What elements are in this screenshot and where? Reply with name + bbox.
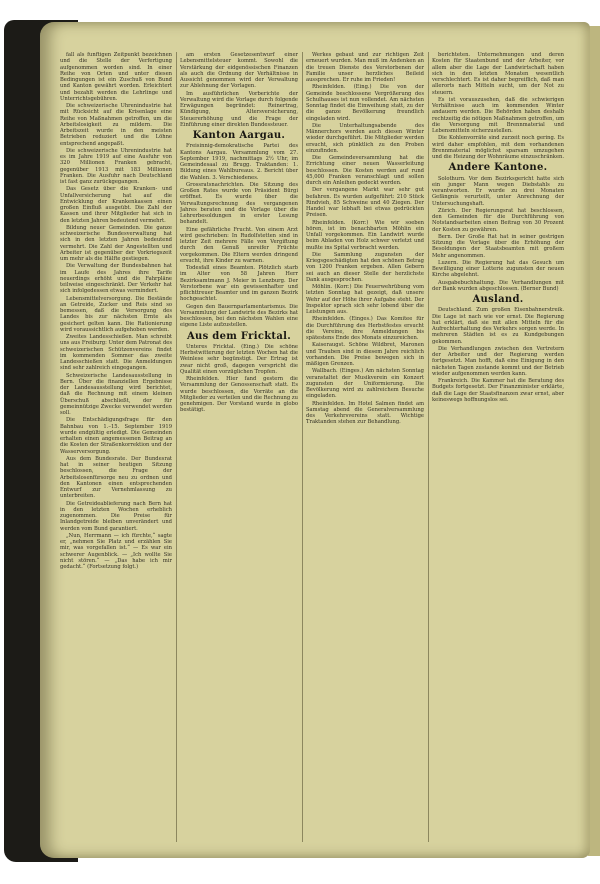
article-paragraph: Todesfall eines Beamten. Plötzlich starb im Alter von 58 Jahren Herr Bezirksamtmann J. Meier in Lenzburg. Der Verstorbene war ein gewissenhafter und pflichttreuer Beamter und im ganzen Bezirk hochgeachtet. xyxy=(180,265,298,303)
column-2 xyxy=(180,52,298,847)
article-paragraph: Bildung neuer Gemeinden. Die ganze schweizerische Bundesverwaltung hat sich in den letzten Jahren bedeutend vermehrt. Die Zahl der Angestellten und Arbeiter ist gegenüber der Vorkriegszeit um mehr als die Hälfte gestiegen. xyxy=(60,224,172,262)
article-paragraph: Rheinfelden. (Korr.) Wie wir soeben hören, ist im benachbarten Möhlin ein Unfall vorgekommen. Ein Landwirt wurde beim Abladen von Holz schwer verletzt und mußte ins Spital verbracht werden. xyxy=(306,219,424,251)
article-paragraph: Grossratsnachrichten. Die Sitzung des Großen Rates wurde von Präsident Bürgi eröffnet. Es wurde über die Verwaltungsrechnung des vergangenen Jahres beraten und die Vorlage über die Lehrerbesoldungen in erster Lesung behandelt. xyxy=(180,181,298,226)
article-paragraph: Rheinfelden. Hier fand gestern die Versammlung der Genossenschaft statt. Es wurde beschlossen, die Vorräte an die Mitglieder zu verteilen und die Rechnung zu genehmigen. Der Vorstand wurde in globo bestätigt. xyxy=(180,376,298,414)
article-paragraph: Werkes gebaut und zur richtigen Zeit erneuert wurden. Man muß im Andenken an die treuen Dienste des Verstorbenen der Familie unser herzliches Beileid aussprechen. Er ruhe im Frieden! xyxy=(306,52,424,83)
article-paragraph: Rheinfelden. (Eing.) Die von der Gemeinde beschlossene Vergrößerung des Schulhauses ist nun vollendet. Am nächsten Sonntag findet die Einweihung statt, zu der die ganze Bevölkerung freundlich eingeladen wird. xyxy=(306,84,424,122)
article-paragraph: Im ausführlichen Vorberichte der Verwaltung wird die Vorlage durch folgende Erwägungen begründet: Reinertrag, Kündigung, Altersversicherung, Steuererhöhung und die Frage der Einführung einer direkten Bundessteuer. xyxy=(180,90,298,128)
article-paragraph: Gegen den Bauernparlamentarismus. Die Versammlung der Landwirte des Bezirks hat beschlossen, bei den nächsten Wahlen eine eigene Liste aufzustellen. xyxy=(180,303,298,329)
newspaper-page xyxy=(40,22,590,858)
section-heading: Aus dem Fricktal. xyxy=(186,330,292,342)
article-paragraph: Kaiseraugst. Schöne Wildbret, Maronen und Trauben sind in diesem Jahre reichlich vorhanden. Die Preise bewegen sich in mäßigen Grenzen. xyxy=(306,342,424,367)
column-rule xyxy=(302,52,303,842)
article-paragraph: Schweizerische Landesausstellung in Bern. Über die finanziellen Ergebnisse der Landesausstellung wird berichtet, daß die Rechnung mit einem kleinen Überschuß abschließt, der für gemeinnützige Zwecke verwendet werden soll. xyxy=(60,372,172,416)
article-paragraph: Die schweizerische Uhrenindustrie hat es im Jahre 1919 auf eine Ausfuhr von 320 Millionen Franken gebracht, gegenüber 1913 mit 183 Millionen Franken. Die Ausfuhr nach Deutschland ist fast ganz zurückgegangen. xyxy=(60,147,172,185)
column-1 xyxy=(60,52,172,847)
article-paragraph: Es ist vorauszusehen, daß die schwierigen Verhältnisse auch im kommenden Winter andauern werden. Die Behörden haben deshalb rechtzeitig die nötigen Maßnahmen getroffen, um die Versorgung mit Brennmaterial und Lebensmitteln sicherzustellen. xyxy=(432,96,564,134)
article-paragraph: Das Gesetz über die Kranken- und Unfallversicherung hat auf die Entwicklung der Krankenkassen einen großen Einfluß ausgeübt. Die Zahl der Kassen und ihrer Mitglieder hat sich in den letzten Jahren bedeutend vermehrt. xyxy=(60,186,172,224)
article-paragraph: Unteres Fricktal. (Eing.) Die schöne Herbstwitterung der letzten Wochen hat die Weinlese sehr begünstigt. Der Ertrag ist zwar nicht groß, dagegen verspricht die Qualität einen vorzüglichen Tropfen. xyxy=(180,343,298,375)
article-paragraph: Bern. Der Große Rat hat in seiner gestrigen Sitzung die Vorlage über die Erhöhung der Besoldungen der Staatsbeamten mit großem Mehr angenommen. xyxy=(432,233,564,259)
article-paragraph: Deutschland. Zum großen Eisenbahnerstreik. Die Lage ist nach wie vor ernst. Die Regierung hat erklärt, daß sie mit allen Mitteln für die Aufrechterhaltung des Verkehrs sorgen werde. In mehreren Städten ist es zu Kundgebungen gekommen. xyxy=(432,307,564,345)
article-paragraph: Die Verwaltung der Bundesbahnen hat im Laufe des Jahres ihre Tarife neuerdings erhöht und die Fahrpläne teilweise eingeschränkt. Der Verkehr hat sich infolgedessen etwas vermindert. xyxy=(60,263,172,295)
column-3 xyxy=(306,52,424,847)
article-paragraph: Die Entschädigungsfrage für den Bahnbau von 1.–15. September 1919 wurde endgültig erledigt. Die Gemeinden erhalten einen angemessenen Beitrag an die Kosten der Straßenkorrektion und der Wasserversorgung. xyxy=(60,417,172,455)
article-paragraph: Der vergangene Markt war sehr gut befahren. Es wurden aufgeführt: 210 Stück Rindvieh, 85 Schweine und 40 Ziegen. Der Handel war lebhaft bei etwas gedrückten Preisen. xyxy=(306,187,424,219)
column-rule xyxy=(176,52,177,842)
article-paragraph: Solothurn. Vor dem Bezirksgericht hatte sich ein junger Mann wegen Diebstahls zu verantworten. Er wurde zu drei Monaten Gefängnis verurteilt, unter Anrechnung der Untersuchungshaft. xyxy=(432,175,564,207)
article-paragraph: „Nun, Herrmann — ich fürchte,“ sagte er, „nehmen Sie Platz und erzählen Sie mir, was vorgefallen ist.“ — Es war ein schwerer Augenblick. — „Ich wollte Sie nicht stören.“ — „Das habe ich mir gedacht.“ (Fortsetzung folgt.) xyxy=(60,532,172,570)
article-paragraph: Die Getreideablieferung nach Bern hat in den letzten Wochen erheblich zugenommen. Die Preise für Inlandgetreide bleiben unverändert und werden vom Bund garantiert. xyxy=(60,500,172,532)
article-paragraph: Freisinnig-demokratische Partei des Kantons Aargau. Versammlung vom 27. September 1919, nachmittags 2½ Uhr, im Gemeindesaal zu Brugg. Traktanden: 1. Bildung eines Wahlbureaus. 2. Bericht über die Wahlen. 3. Verschiedenes. xyxy=(180,143,298,181)
article-paragraph: fall als funftigen Zeitpunkt bezeichnen und die Stelle der Verfertigung aufgenommen worden sind. In einer Reihe von Orten und unter diesen Bedingungen ist ein Zuschuß von Bund und Kanton gewährt worden. Erleichtert und bezahlt werden die Lehrlinge und Unterrichtsgebühren. xyxy=(60,52,172,102)
article-paragraph: Aus dem Bundesrate. Der Bundesrat hat in seiner heutigen Sitzung beschlossen, die Frage der Arbeitslosenfürsorge neu zu ordnen und den Kantonen einen entsprechenden Entwurf zur Vernehmlassung zu unterbreiten. xyxy=(60,455,172,500)
section-heading: Ausland. xyxy=(472,294,524,305)
column-rule xyxy=(428,52,429,842)
column-4 xyxy=(432,52,564,847)
article-paragraph: am ersten Gesetzesentwurf einer Lebensmittelsteuer kommt. Sowohl die Verstärkung der eidgenössischen Finanzen als auch die Ordnung der Verhältnisse in Aussicht genommen wird der Verwaltung zur Ablehnung der Vorlagen. xyxy=(180,52,298,90)
article-paragraph: Möhlin. (Korr.) Die Feuerwehrübung vom letzten Sonntag hat gezeigt, daß unsere Wehr auf der Höhe ihrer Aufgabe steht. Der Inspektor sprach sich sehr lobend über die Leistungen aus. xyxy=(306,284,424,315)
article-paragraph: Lebensmittelversorgung. Die Bestände an Getreide, Zucker und Reis sind so bemessen, daß die Versorgung des Landes bis zur nächsten Ernte als gesichert gelten kann. Die Rationierung wird voraussichtlich aufgehoben werden. xyxy=(60,295,172,333)
article-paragraph: Zürich. Der Regierungsrat hat beschlossen, den Gemeinden für die Durchführung von Notstandsarbeiten einen Beitrag von 30 Prozent der Kosten zu gewähren. xyxy=(432,207,564,233)
article-paragraph: Frankreich. Die Kammer hat die Beratung des Budgets fortgesetzt. Der Finanzminister erklärte, daß die Lage der Staatsfinanzen zwar ernst, aber keineswegs hoffnungslos sei. xyxy=(432,378,564,403)
article-paragraph: Die Kohlenvorräte sind zurzeit noch gering. Es wird daher empfohlen, mit dem vorhandenen Brennmaterial möglichst sparsam umzugehen und die Heizung der Wohnräume einzuschränken. xyxy=(432,135,564,160)
article-paragraph: Ausgabebuchhaltung. Die Verhandlungen mit der Bank wurden abgeschlossen. (Berner Bund) xyxy=(432,279,564,292)
article-paragraph: Die Unterhaltungsabende des Männerchors werden auch diesen Winter wieder durchgeführt. Die Mitglieder werden ersucht, sich pünktlich zu den Proben einzufinden. xyxy=(306,122,424,154)
article-paragraph: Die schweizerische Uhrenindustrie hat mit Rücksicht auf die Krisenlage eine Reihe von Maßnahmen getroffen, um die Arbeitslosigkeit zu mildern. Die Arbeitszeit wurde in den meisten Betrieben reduziert und die Löhne entsprechend angepaßt. xyxy=(60,103,172,147)
article-paragraph: Luzern. Die Regierung hat das Gesuch um Bewilligung einer Lotterie zugunsten der neuen Kirche abgelehnt. xyxy=(432,259,564,279)
section-heading: Kanton Aargau. xyxy=(192,130,286,141)
article-paragraph: Wallbach. (Einges.) Am nächsten Sonntag veranstaltet der Musikverein ein Konzert zugunsten der Uniformierung. Die Bevölkerung wird zu zahlreichem Besuche eingeladen. xyxy=(306,368,424,400)
article-paragraph: Rheinfelden. (Einges.) Das Komitee für die Durchführung des Herbstfestes ersucht die Vereine, ihre Anmeldungen bis spätestens Ende des Monats einzureichen. xyxy=(306,316,424,341)
article-paragraph: Eine gefährliche Frucht. Von einem Arzt wird geschrieben: In Rudolfstetten sind in letzter Zeit mehrere Fälle von Vergiftung durch den Genuß unreifer Früchte vorgekommen. Die Eltern werden dringend ersucht, ihre Kinder zu warnen. xyxy=(180,226,298,264)
section-heading: Andere Kantone. xyxy=(448,162,548,174)
article-paragraph: Die Gemeindeversammlung hat die Errichtung einer neuen Wasserleitung beschlossen. Die Kosten werden auf rund 45,000 Franken veranschlagt und sollen durch ein Anleihen gedeckt werden. xyxy=(306,155,424,186)
article-paragraph: Die Sammlung zugunsten der Kriegsgeschädigten hat den schönen Betrag von 1200 Franken ergeben. Allen Gebern sei auch an dieser Stelle der herzlichste Dank ausgesprochen. xyxy=(306,251,424,283)
article-paragraph: Rheinfelden. Im Hotel Salmen findet am Samstag abend die Generalversammlung des Verkehrsvereins statt. Wichtige Traktanden stehen zur Behandlung. xyxy=(306,400,424,426)
article-paragraph: Zweites Landesschießen. Man schreibt uns aus Freiburg: Unter dem Patronat des schweizerischen Schützenvereins findet im kommenden Sommer das zweite Landesschießen statt. Die Anmeldungen sind sehr zahlreich eingegangen. xyxy=(60,334,172,372)
article-paragraph: berichteten. Unternehmungen und deren Kosten für Staatenbund und der Arbeiter, vor allem aber die Lage der Landwirtschaft haben sich in den letzten Monaten wesentlich verschlechtert. Es ist daher begreiflich, daß man allerorts nach Mitteln sucht, um der Not zu steuern. xyxy=(432,52,564,96)
article-paragraph: Die Verhandlungen zwischen den Vertretern der Arbeiter und der Regierung werden fortgesetzt. Man hofft, daß eine Einigung in den nächsten Tagen zustande kommt und der Betrieb wieder aufgenommen werden kann. xyxy=(432,345,564,377)
